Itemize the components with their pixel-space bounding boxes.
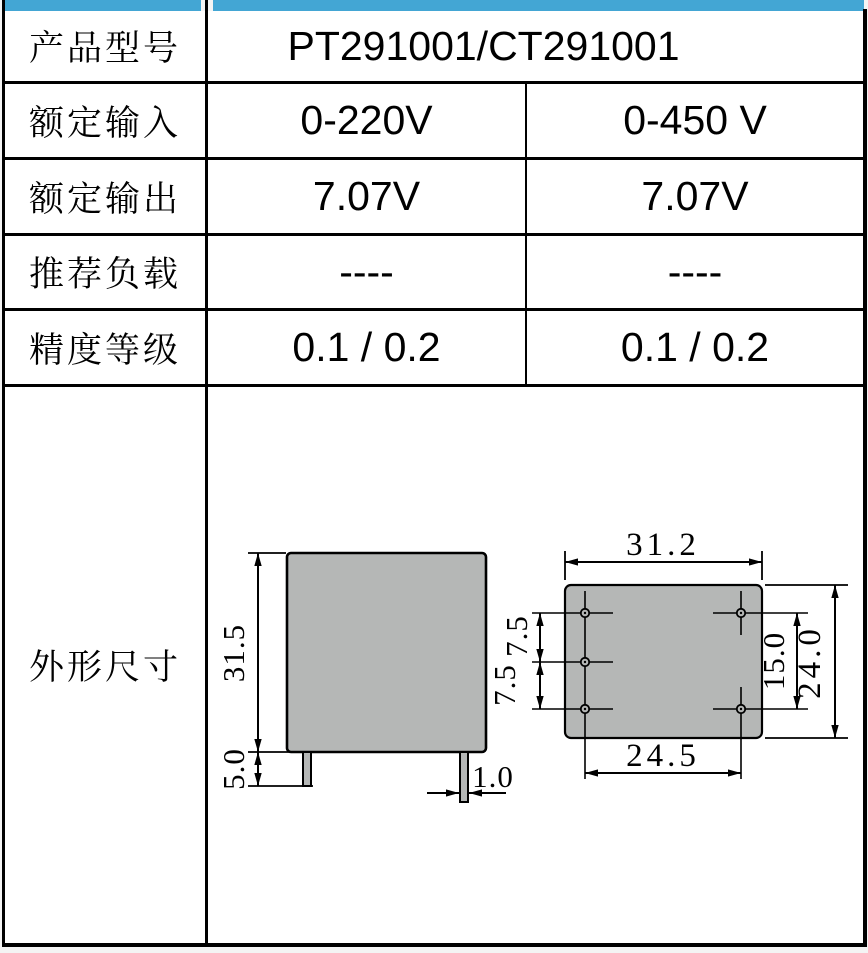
product-model-value: PT291001/CT291001	[287, 22, 680, 69]
dim-label-pin-span-bottom: 24.5	[626, 738, 700, 774]
rated-output-value-1: 7.07V	[312, 173, 421, 219]
row2-col2-cell	[527, 84, 863, 157]
recommended-load-value-1: ----	[339, 248, 394, 295]
dim-label-pin-pitch-lower: 7.5	[487, 664, 522, 706]
dim-label-pin-length: 5.0	[216, 748, 251, 790]
table-hline-4	[2, 308, 867, 311]
outline-dimensions-label: 外形尺寸	[28, 648, 181, 687]
accuracy-class-value-2: 0.1 / 0.2	[620, 324, 770, 370]
row3-label-cell	[5, 160, 205, 233]
recommended-load-label: 推荐负载	[28, 255, 181, 294]
recommended-load-value-2: ----	[667, 248, 723, 295]
row2-label-cell	[5, 84, 205, 157]
row3-col1-cell	[208, 160, 525, 233]
row4-label-cell	[5, 236, 205, 308]
top-accent-bar-right	[213, 0, 864, 11]
table-divider-col1	[205, 0, 208, 943]
row1-value-cell	[208, 11, 863, 81]
row5-col1-cell	[208, 311, 525, 384]
row5-label-cell	[5, 311, 205, 384]
outline-drawing-cell	[208, 385, 863, 943]
table-hline-5	[2, 384, 867, 387]
side-view	[248, 553, 506, 802]
row6-label-cell	[5, 387, 205, 943]
row4-col1-cell	[208, 236, 525, 308]
rated-output-label: 额定输出	[28, 179, 181, 219]
dim-label-width: 31.2	[626, 527, 700, 563]
table-hline-2	[2, 157, 867, 160]
rated-input-value-1: 0-220V	[300, 97, 433, 143]
table-border-right	[863, 9, 867, 946]
side-view-pin-right	[460, 752, 468, 802]
table-hline-1	[2, 81, 867, 84]
row2-col1-cell	[208, 84, 525, 157]
dim-label-pin-width: 1.0	[472, 759, 514, 794]
row4-col2-cell	[527, 236, 863, 308]
rated-input-label: 额定输入	[28, 103, 181, 143]
dimension-drawing	[208, 385, 866, 943]
row1-label-cell	[5, 11, 205, 81]
table-border-left	[2, 0, 5, 946]
table-border-bottom	[2, 943, 867, 947]
accuracy-class-value-1: 0.1 / 0.2	[292, 324, 441, 370]
rated-output-value-2: 7.07V	[641, 173, 749, 219]
rated-input-value-2: 0-450 V	[623, 97, 767, 143]
dim-label-pin-pitch-upper: 7.5	[499, 615, 534, 657]
product-model-label: 产品型号	[28, 29, 181, 68]
table-hline-3	[2, 233, 867, 236]
top-accent-bar-left	[5, 0, 201, 11]
dim-label-pin-span-right: 15.0	[756, 631, 791, 691]
dim-label-depth: 24.0	[792, 625, 828, 699]
dim-label-body-height: 31.5	[216, 623, 251, 683]
row3-col2-cell	[527, 160, 863, 233]
accuracy-class-label: 精度等级	[28, 330, 181, 370]
side-view-pin-left	[303, 752, 311, 786]
row5-col2-cell	[527, 311, 863, 384]
side-view-body	[287, 553, 486, 752]
